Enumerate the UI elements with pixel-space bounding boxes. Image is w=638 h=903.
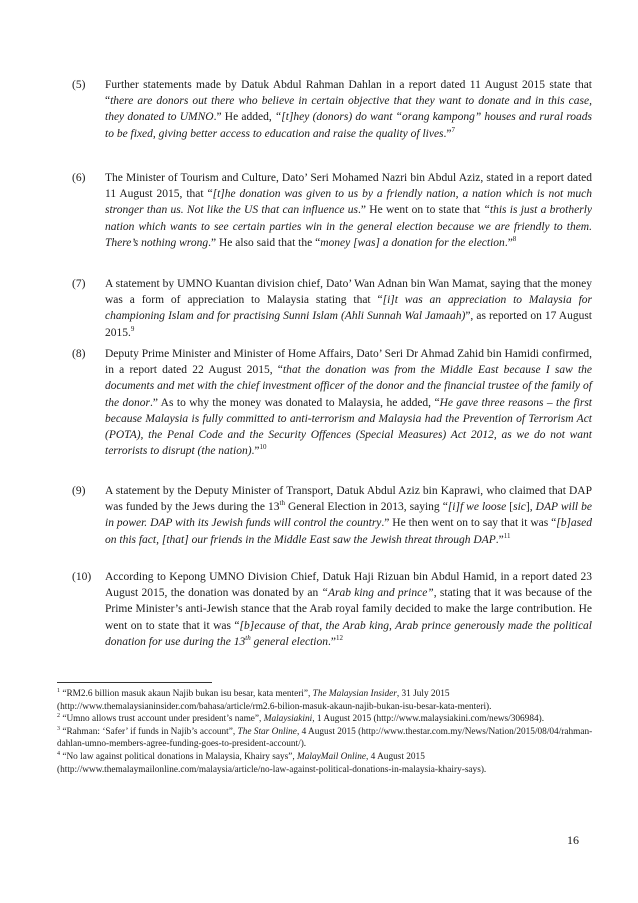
paragraph-number: (5) [72,79,86,91]
paragraph-number: (10) [72,571,92,583]
footnote-4: $^4$ “No law against political donations in Malaysia, Khairy says”, MalayMail Online, 4 August 2015 (http://www.themalaymailonline.com/malaysia/article/no-law-against-political-donations-in-malaysia-khairy-says). [57,750,487,775]
paragraph-number: (6) [72,172,86,184]
paragraph-5 [72,77,592,142]
footnotes [57,688,597,776]
paragraph-text: A statement by the Deputy Minister of Transport, Datuk Abdul Aziz bin Kaprawi, who claimed that DAP was funded by the Jews during the 13th General Election in 2013, saying “[i]f we loose [sic], DAP will be in power. DAP with its Jewish funds will control the country.” He then went on to say that it was “[b]ased on this fact, [that] our friends in the Middle East saw the Jewish threat through DAP.”$^{11}$ [105,485,592,546]
footnote-1: $^1$ “RM2.6 billion masuk akaun Najib bukan isu besar, kata menteri”, The Malaysian Insider, 31 July 2015 (http://www.themalaysianinsider.com/bahasa/article/rm2.6-bilion-masuk-akaun-najib-bukan-isu-besar-kata-menteri). [57,687,492,712]
paragraph-8 [72,346,592,459]
paragraph-text: Deputy Prime Minister and Minister of Home Affairs, Dato’ Seri Dr Ahmad Zahid bin Hamidi confirmed, in a report dated 22 August 2015, “that the donation was from the Middle East because I saw the documents and met with the chief investment officer of the donor and the financial trustee of the family of the donor.” As to why the money was donated to Malaysia, he added, “He gave three reasons – the first because Malaysia is fully committed to anti-terrorism and Malaysia had the Prevention of Terrorism Act (POTA), the Penal Code and the Security Offences (Special Measures) Act 2012, as we do not want terrorists to disrupt (the nation).”$^{10}$ [105,348,593,458]
paragraph-text: Further statements made by Datuk Abdul Rahman Dahlan in a report dated 11 August 2015 state that “there are donors out there who believe in certain objective that they want to donate and in this case, they donated to UMNO.” He added, “[t]hey (donors) do want “orang kampong” houses and rural roads to be fixed, giving better access to education and raise the quality of lives.”$^7$ [105,79,592,140]
paragraph-7 [72,276,592,341]
paragraph-6 [72,170,592,251]
paragraph-text: A statement by UMNO Kuantan division chief, Dato’ Wan Adnan bin Wan Mamat, saying that the money was a form of appreciation to Malaysia stating that “[i]t was an appreciation to Malaysia for championing Islam and for practising Sunni Islam (Ahli Sunnah Wal Jamaah)”, as reported on 17 August 2015.$^9$ [105,278,592,339]
page-number: 16 [567,833,579,847]
paragraph-9 [72,483,592,548]
footnote-3: $^3$ “Rahman: ‘Safer’ if funds in Najib’s account”, The Star Online, 4 August 2015 (http://www.thestar.com.my/News/Nation/2015/08/04/rahman-dahlan-umno-members-agree-funding-goes-to-president-account/). [57,725,593,750]
footnote-divider [57,682,212,683]
paragraph-number: (9) [72,485,86,497]
paragraph-number: (7) [72,278,86,290]
paragraph-number: (8) [72,348,86,360]
footnote-2: $^2$ “Umno allows trust account under president’s name”, Malaysiakini, 1 August 2015 (http://www.malaysiakini.com/news/306984). [57,713,545,725]
paragraph-10 [72,569,592,650]
paragraph-text: The Minister of Tourism and Culture, Dato’ Seri Mohamed Nazri bin Abdul Aziz, stated in a report dated 11 August 2015, that “[t]he donation was given to us by a friendly nation, a nation which is not much stronger than us. Not like the US that can influence us.” He went on to state that “this is just a brotherly nation which wants to see certain parties win in the general election because we are friendly to them. There’s nothing wrong.” He also said that the “money [was] a donation for the election.”$^8$ [105,172,593,249]
paragraph-text: According to Kepong UMNO Division Chief, Datuk Haji Rizuan bin Abdul Hamid, in a report dated 23 August 2015, the donation was donated by an “Arab king and prince”, stating that it was because of the Prime Minister’s anti-Jewish stance that the Arab royal family decided to make the large contribution. He went on to state that it was “[b]ecause of that, the Arab king, Arab prince generously made the political donation for use during the 13th general election.”$^{12}$ [105,571,592,648]
